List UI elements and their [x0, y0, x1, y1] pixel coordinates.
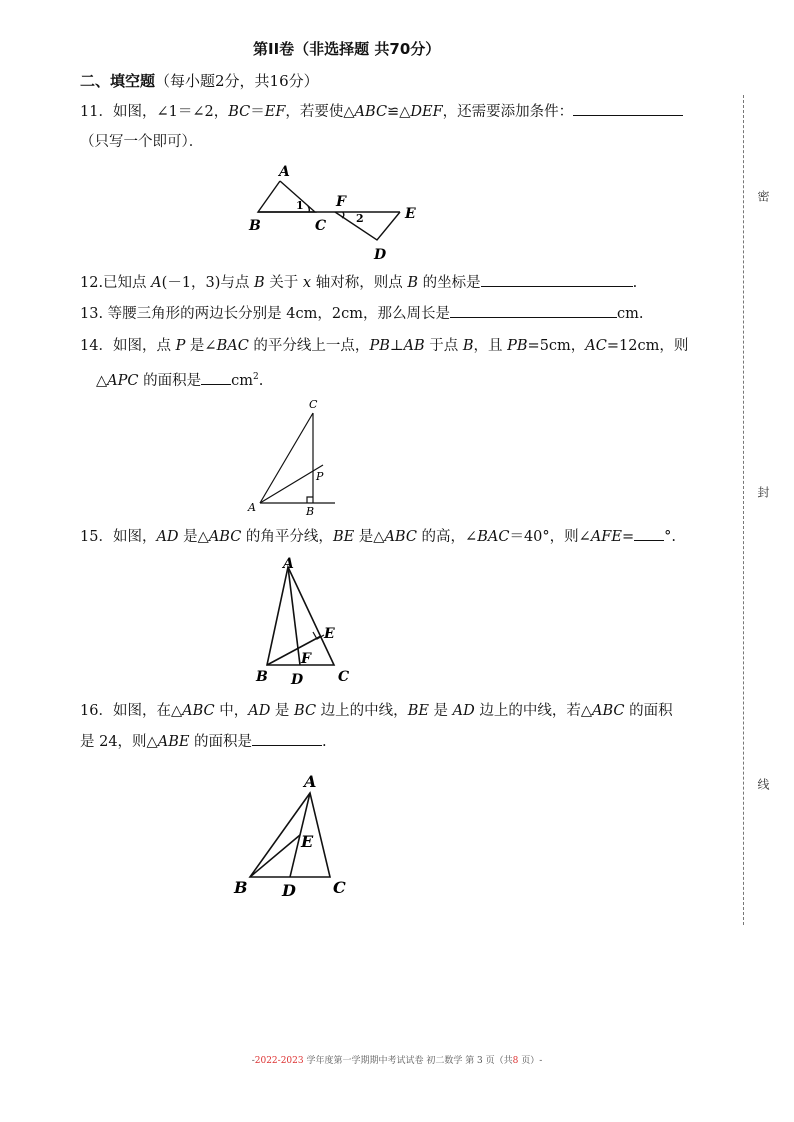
- q16-text: 中，: [214, 703, 249, 719]
- q15-var: ABC: [208, 529, 242, 545]
- q14-text: .: [258, 372, 264, 389]
- q15-text: 是△: [178, 529, 209, 545]
- segment-ac: [260, 413, 313, 503]
- question-16: [80, 700, 673, 722]
- q14-text: 是∠: [185, 338, 217, 354]
- label-a: A: [248, 501, 256, 514]
- q16-text: 边上的中线，若△: [474, 703, 593, 719]
- triangle-abc: [250, 793, 330, 877]
- q12-axis: x: [302, 275, 312, 291]
- q14-var: PB: [507, 338, 528, 354]
- q15-text: 是△: [354, 529, 385, 545]
- q15-var: ABC: [384, 529, 417, 545]
- triangle-def: [335, 212, 400, 240]
- q16-text: .: [322, 734, 327, 750]
- q12-text: .: [632, 275, 638, 291]
- q12-text: 轴对称，则点: [311, 275, 408, 291]
- q16-figure: [228, 765, 358, 905]
- q16-var: ABC: [592, 703, 625, 719]
- q15-var: AD: [156, 529, 179, 545]
- seal-char-xian: 线: [756, 778, 770, 790]
- q16-text: 的面积是: [189, 734, 253, 750]
- part-title: 第II卷（非选择题 共70分）: [253, 40, 441, 58]
- label-c: C: [333, 878, 346, 897]
- q15-var: BAC: [477, 529, 510, 545]
- q14-var: PB: [369, 338, 390, 354]
- question-14: [80, 335, 688, 357]
- q11-figure: [240, 160, 430, 260]
- q15-text: ＝40°，则∠: [509, 529, 591, 545]
- q12-point: B: [407, 275, 418, 291]
- triangle-abc: [258, 181, 315, 212]
- q13-text: 13. 等腰三角形的两边长分别是 4cm，2cm，那么周长是: [80, 306, 450, 322]
- question-13: [80, 303, 643, 325]
- section-title: 二、填空题: [80, 72, 156, 90]
- q11-answer-blank[interactable]: [573, 101, 683, 116]
- label-p: P: [316, 470, 324, 483]
- footer-text: 学年度第一学期期中考试试卷 初二数学 第 3 页（共: [303, 1056, 513, 1066]
- q11-seg: BC: [228, 104, 251, 120]
- q14-var: AB: [403, 338, 425, 354]
- q16-var: AD: [452, 703, 475, 719]
- q13-answer-blank[interactable]: [450, 303, 617, 318]
- label-d: D: [291, 672, 304, 688]
- q11-text: ，若要使△: [285, 104, 355, 120]
- q11-text: 如图，∠1＝∠2，: [112, 104, 229, 120]
- q14-var: AC: [585, 338, 607, 354]
- question-15: [80, 526, 676, 548]
- q14-text: 如图，点: [112, 338, 176, 354]
- footer-total-pages: 8: [512, 1056, 519, 1066]
- q14-figure: [245, 395, 345, 520]
- q16-var: ABC: [182, 703, 215, 719]
- label-b: B: [256, 669, 268, 685]
- altitude-be: [267, 636, 321, 665]
- label-angle-2: 2: [356, 212, 364, 225]
- q16-text: 边上的中线，: [316, 703, 408, 719]
- q11-text: ＝: [250, 104, 265, 120]
- seal-line: [743, 95, 744, 925]
- q15-text: 的角平分线，: [241, 529, 333, 545]
- label-b: B: [234, 878, 248, 897]
- q15-text: °.: [664, 529, 676, 545]
- q14-text: 的面积是: [138, 372, 202, 389]
- q15-figure: [250, 553, 360, 688]
- q11-tri: DEF: [410, 104, 443, 120]
- label-c: C: [309, 398, 318, 411]
- angle-1-arc: [308, 206, 309, 212]
- q16-text: 是: [270, 703, 295, 719]
- q12-answer-blank[interactable]: [481, 272, 633, 287]
- q15-var: AFE: [590, 529, 622, 545]
- page-footer: [0, 1053, 794, 1066]
- q14-sup: 2: [252, 372, 259, 382]
- q16-text: 的面积: [624, 703, 673, 719]
- label-e: E: [301, 832, 314, 851]
- label-a: A: [283, 556, 294, 572]
- label-c: C: [315, 218, 327, 234]
- right-angle-mark: [307, 497, 313, 503]
- q12-text: (－1，3)与点: [161, 275, 255, 291]
- q14-text: 的平分线上一点，: [248, 338, 370, 354]
- q11-line2: （只写一个即可）．: [80, 134, 204, 150]
- q14-var: BAC: [216, 338, 249, 354]
- question-12: [80, 272, 637, 294]
- question-11: [80, 101, 683, 123]
- label-d: D: [374, 247, 387, 260]
- q11-text: ，还需要添加条件：: [442, 104, 574, 120]
- q14-text: 于点: [424, 338, 463, 354]
- q12-point: A: [151, 275, 162, 291]
- seal-char-mi: 密: [756, 190, 770, 202]
- q12-text: 的坐标是: [417, 275, 481, 291]
- label-b: B: [306, 505, 315, 518]
- label-a: A: [279, 164, 290, 180]
- q16-line2: [80, 731, 327, 753]
- q15-text: 如图，: [112, 529, 157, 545]
- q15-text: =: [621, 529, 635, 545]
- q16-number: 16．: [80, 703, 113, 719]
- q16-text: 是: [428, 703, 453, 719]
- label-b: B: [249, 218, 261, 234]
- q14-answer-blank[interactable]: [201, 370, 231, 385]
- q14-line2: [96, 366, 263, 392]
- q15-answer-blank[interactable]: [634, 526, 664, 541]
- q14-var: P: [175, 338, 186, 354]
- q14-text: ⊥: [389, 338, 404, 354]
- q12-text: 关于: [264, 275, 303, 291]
- q16-var: BC: [294, 703, 317, 719]
- q12-point: B: [254, 275, 265, 291]
- q16-var: AD: [248, 703, 271, 719]
- q14-var: APC: [107, 372, 139, 389]
- label-e: E: [324, 626, 335, 642]
- q15-text: 的高，∠: [416, 529, 478, 545]
- label-angle-1: 1: [296, 199, 304, 212]
- q11-tri: ABC: [354, 104, 388, 120]
- footer-dash: -: [251, 1056, 255, 1066]
- footer-years: 2022-2023: [254, 1056, 304, 1066]
- q11-number: 11．: [80, 104, 113, 120]
- q14-unit: cm: [231, 372, 253, 389]
- label-a: A: [304, 772, 317, 791]
- q14-var: B: [462, 338, 474, 354]
- q14-text: △: [96, 372, 108, 389]
- q15-number: 15．: [80, 529, 113, 545]
- label-d: D: [282, 881, 296, 900]
- q16-text: 如图，在△: [112, 703, 183, 719]
- q15-var: BE: [332, 529, 355, 545]
- seal-char-feng: 封: [756, 486, 770, 498]
- q11-seg: EF: [264, 104, 286, 120]
- q14-number: 14．: [80, 338, 113, 354]
- q16-var: ABE: [157, 734, 190, 750]
- q14-text: =5cm，: [527, 338, 586, 354]
- section-note: （每小题2分，共16分）: [155, 72, 319, 90]
- q16-var: BE: [407, 703, 429, 719]
- q12-text: 12.已知点: [80, 275, 152, 291]
- q16-answer-blank[interactable]: [252, 731, 322, 746]
- q14-text: =12cm，则: [606, 338, 689, 354]
- footer-end: 页）-: [518, 1056, 543, 1066]
- label-c: C: [338, 669, 350, 685]
- label-f: F: [301, 651, 311, 667]
- q16-text: 是 24，则△: [80, 734, 158, 750]
- angle-2-arc: [342, 212, 344, 218]
- q13-unit: cm.: [616, 306, 644, 322]
- label-f: F: [336, 194, 346, 210]
- q14-text: ，且: [473, 338, 508, 354]
- q11-text: ≌△: [387, 104, 411, 120]
- label-e: E: [405, 206, 416, 222]
- section-heading: [80, 70, 319, 91]
